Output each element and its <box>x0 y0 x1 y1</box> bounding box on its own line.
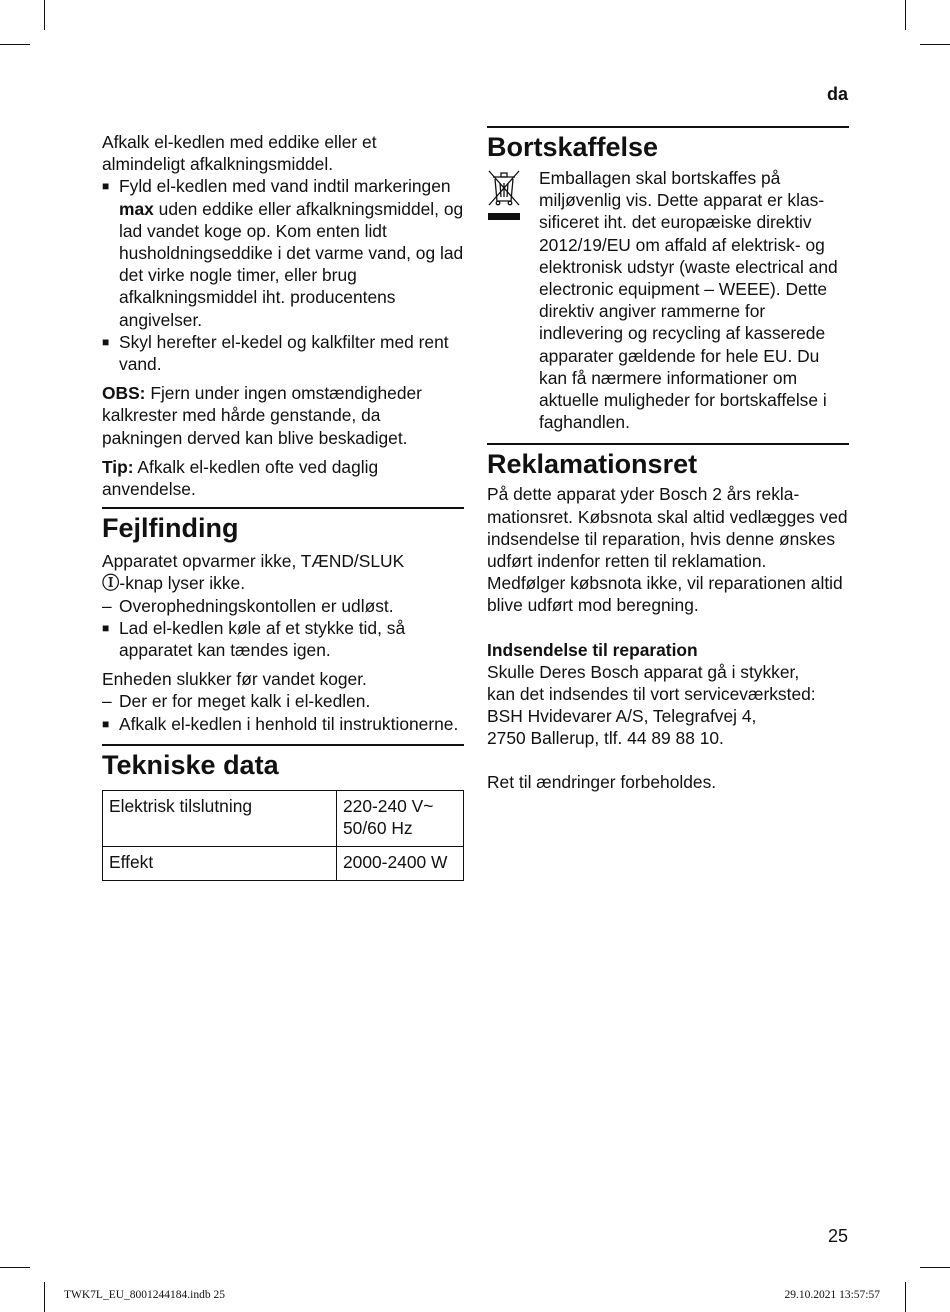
tip-note: Tip: Afkalk el-kedlen ofte ved daglig anvendelse. <box>102 456 379 500</box>
crop-mark <box>44 0 45 30</box>
fault-1-description: Apparatet opvarmer ikke, TÆND/SLUK Ⓘ-knap lyser ikke. <box>102 551 405 594</box>
table-cell-value: 220-240 V~ 50/60 Hz <box>337 790 464 846</box>
left-column <box>102 131 464 881</box>
fault-2-description: Enheden slukker før vandet koger. <box>102 669 367 690</box>
section-heading-fejlfinding: Fejlfinding <box>102 507 464 545</box>
print-footer-file: TWK7L_EU_8001244184.indb 25 <box>64 1289 225 1301</box>
crop-mark <box>0 1267 30 1268</box>
table-cell-label: Effekt <box>103 846 337 880</box>
table-cell-value: 2000-2400 W <box>337 846 464 880</box>
disposal-text: Emballagen skal bortskaffes på miljøvenlig vis. Dette apparat er klas-sificeret iht. det europæiske direktiv 2012/19/EU om affald af elektrisk- og elektronisk udstyr (waste electrical and electronic equipment – WEEE). Dette direktiv angiver rammerne for indlevering og recycling af kasserede apparater gældende for hele EU. Du kan få nærmere informationer om aktuelle muligheder for bortskaffelse i faghandlen. <box>539 168 838 433</box>
crop-mark <box>905 0 906 30</box>
descale-step-fill: ■ Fyld el-kedlen med vand indtil markeringen max uden eddike eller afkalkningsmiddel, og lad vandet koge op. Kom enten lidt husholdningseddike i det varme vand, og lad det virke nogle timer, eller brug afkalkningsmiddel iht. producentens angivelser. <box>102 175 464 330</box>
disclaimer-note: Ret til ændringer forbeholdes. <box>487 772 717 793</box>
table-cell-label: Elektrisk tilslutning <box>103 790 337 846</box>
descale-intro: Afkalk el-kedlen med eddike eller et almindeligt afkalkningsmiddel. <box>102 132 377 175</box>
warranty-text: På dette apparat yder Bosch 2 års rekla-mationsret. Købsnota skal altid vedlægges ved indsendelse til reparation, hvis denne ønskes udført indenfor retten til reklamation. Medfølger købsnota ikke, vil reparationen altid blive udført mod beregning. <box>487 484 848 616</box>
right-column <box>487 126 849 794</box>
technical-data-table <box>102 790 464 881</box>
weee-crossed-bin-icon <box>487 169 523 225</box>
crop-mark <box>920 44 950 45</box>
language-code: da <box>826 84 848 104</box>
fault-1-remedy: ■ Lad el-kedlen køle af et stykke tid, så apparatet kan tændes igen. <box>102 617 464 661</box>
fault-1-cause: – Overophedningskontollen er udløst. <box>102 595 394 616</box>
table-row <box>103 790 464 846</box>
fault-2-cause: – Der er for meget kalk i el-kedlen. <box>102 691 371 712</box>
repair-line: kan det indsendes til vort serviceværksted: <box>487 683 816 704</box>
disposal-block <box>487 167 849 433</box>
descale-step-rinse: ■ Skyl herefter el-kedel og kalkfilter med rent vand. <box>102 331 464 375</box>
fault-2-remedy: ■ Afkalk el-kedlen i henhold til instruktionerne. <box>102 713 464 735</box>
crop-mark <box>905 1282 906 1312</box>
print-footer-date: 29.10.2021 13:57:57 <box>784 1289 880 1301</box>
section-heading-bortskaffelse: Bortskaffelse <box>487 126 849 164</box>
crop-mark <box>0 44 30 45</box>
repair-address: BSH Hvidevarer A/S, Telegrafvej 4, <box>487 706 757 727</box>
crop-mark <box>920 1267 950 1268</box>
power-icon: Ⓘ <box>102 573 120 594</box>
obs-note: OBS: Fjern under ingen omstændigheder kalkrester med hårde genstande, da pakningen derved kan blive beskadiget. <box>102 383 422 448</box>
repair-line: Skulle Deres Bosch apparat gå i stykker, <box>487 661 800 682</box>
page-number: 25 <box>827 1226 848 1246</box>
table-row <box>103 846 464 880</box>
section-heading-tekniske-data: Tekniske data <box>102 744 464 782</box>
section-heading-reklamationsret: Reklamationsret <box>487 443 849 481</box>
crop-mark <box>44 1282 45 1312</box>
repair-address: 2750 Ballerup, tlf. 44 89 88 10. <box>487 728 724 749</box>
repair-heading: Indsendelse til reparation <box>487 639 698 660</box>
